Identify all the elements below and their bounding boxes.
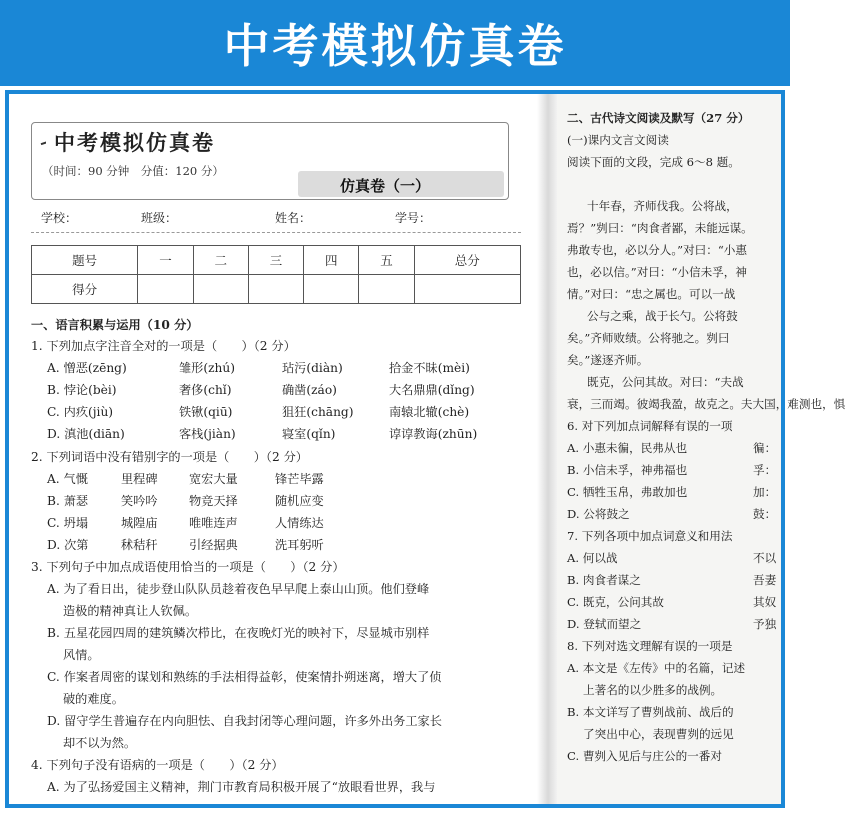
passage-line: 衰，三而竭。彼竭我盈，故克之。夫大国，难测也，惧 (567, 397, 845, 411)
table-cell: 五 (359, 246, 414, 275)
q3-line: 破的难度。 (63, 692, 124, 706)
q2-option: 随机应变 (275, 494, 324, 508)
q6-stem: 6. 对下列加点词解释有误的一项 (567, 419, 733, 433)
q1-option: 玷污(diàn) (282, 361, 343, 375)
passage-line: 也，必以信。”对曰：“小信未孚，神 (567, 265, 747, 279)
passage-line: 矣。”遂逐齐师。 (567, 353, 649, 367)
q2-option: 唯唯连声 (189, 516, 238, 530)
q1-option: 铁锹(qiū) (179, 405, 233, 419)
student-info-row (41, 209, 521, 229)
q3-line: D. 留守学生普遍存在内向胆怯、自我封闭等心理问题，许多外出务工家长 (47, 714, 442, 728)
q2-option: 宽宏大量 (189, 472, 238, 486)
q1-option: C. 内疚(jiù) (47, 405, 114, 419)
q3-line: A. 为了看日出，徒步登山队队员趁着夜色早早爬上泰山山顶。他们登峰 (47, 582, 430, 596)
q1-option: 大名鼎鼎(dǐng) (389, 383, 475, 397)
name-label: 姓名： (275, 211, 312, 225)
table-cell: 总分 (414, 246, 520, 275)
q6-option-gloss: 徧： (753, 441, 777, 455)
table-cell[interactable] (304, 275, 359, 304)
q8-line: 了突出中心，表现曹刿的远见 (583, 727, 734, 741)
table-cell: 二 (193, 246, 248, 275)
reading-instruction: 阅读下面的文段，完成 6～8 题。 (567, 155, 740, 169)
q3-line: C. 作案者周密的谋划和熟练的手法相得益彰，使案情扑朔迷离，增大了侦 (47, 670, 442, 684)
q6-option-gloss: 鼓： (753, 507, 777, 521)
table-cell[interactable] (248, 275, 303, 304)
table-cell: 一 (138, 246, 193, 275)
q8-line: B. 本文详写了曹刿战前、战后的 (567, 705, 734, 719)
q1-stem: 1. 下列加点字注音全对的一项是（ ）（2 分） (31, 339, 296, 353)
score-table (31, 245, 521, 304)
q1-option: 寝室(qǐn) (282, 427, 336, 441)
q2-option: D. 次第 (47, 538, 89, 552)
left-page (9, 94, 539, 804)
q1-option: 奢侈(chǐ) (179, 383, 232, 397)
right-page (557, 94, 845, 804)
q1-option: 狙狂(chāng) (282, 405, 354, 419)
subsection-heading: (一)课内文言文阅读 (567, 133, 669, 147)
q1-option: B. 悖论(bèi) (47, 383, 117, 397)
passage-line: 情。”对曰：“忠之属也。可以一战 (567, 287, 736, 301)
q7-option-compare: 不以 (753, 551, 777, 565)
score-table-row (32, 246, 521, 275)
info-divider (31, 232, 521, 233)
exam-header-box (31, 122, 509, 200)
exam-subtitle-box (298, 171, 504, 197)
q2-option: 洗耳躬听 (275, 538, 324, 552)
banner-title: 中考模拟仿真卷 (223, 19, 567, 73)
q1-option: 谆谆教诲(zhūn) (389, 427, 478, 441)
passage-line: 十年春，齐师伐我。公将战， (587, 199, 738, 213)
q7-option: C. 既克，公问其故 (567, 595, 664, 609)
q6-option-gloss: 加： (753, 485, 777, 499)
q6-option: D. 公将鼓之 (567, 507, 630, 521)
q4-option: A. 为了弘扬爱国主义精神，荆门市教育局积极开展了“放眼看世界，我与 (47, 780, 436, 794)
q2-option: 引经据典 (189, 538, 238, 552)
q2-option: 笑吟吟 (121, 494, 158, 508)
exam-subtitle: 仿真卷（一） (340, 177, 431, 195)
q3-stem: 3. 下列句子中加点成语使用恰当的一项是（ ）（2 分） (31, 560, 345, 574)
table-cell: 题号 (32, 246, 138, 275)
passage-line: 公与之乘，战于长勺。公将鼓 (587, 309, 738, 323)
passage-line: 既克，公问其故。对曰：“夫战 (587, 375, 744, 389)
passage-line: 焉？”刿曰：“肉食者鄙，未能远谋。 (567, 221, 753, 235)
table-cell[interactable] (193, 275, 248, 304)
book-spine-shadow (537, 94, 557, 804)
q3-line: 造极的精神真让人钦佩。 (63, 604, 198, 618)
number-label: 学号： (395, 211, 432, 225)
table-cell: 得分 (32, 275, 138, 304)
q2-option: 人情练达 (275, 516, 324, 530)
exam-header-title: 中考模拟仿真卷 (46, 127, 223, 157)
table-cell[interactable] (414, 275, 520, 304)
q7-option: D. 登轼而望之 (567, 617, 642, 631)
q2-stem: 2. 下列词语中没有错别字的一项是（ ）（2 分） (31, 450, 308, 464)
q2-option: 物竞天择 (189, 494, 238, 508)
q8-line: A. 本文是《左传》中的名篇，记述 (567, 661, 746, 675)
q2-option: B. 萧瑟 (47, 494, 89, 508)
q1-option: A. 憎恶(zēng) (47, 361, 127, 375)
q3-line: 风情。 (63, 648, 100, 662)
q1-option: 确凿(záo) (282, 383, 337, 397)
q6-option: A. 小惠未徧，民弗从也 (567, 441, 688, 455)
exam-meta: （时间：90 分钟 分值：120 分） (42, 164, 224, 178)
q4-stem: 4. 下列句子没有语病的一项是（ ）（2 分） (31, 758, 284, 772)
school-label: 学校： (41, 211, 78, 225)
q7-option-compare: 其奴 (753, 595, 777, 609)
document-photo-frame (5, 90, 845, 808)
passage-line: 弗敢专也，必以分人。”对曰：“小惠 (567, 243, 747, 257)
table-cell[interactable] (138, 275, 193, 304)
table-cell: 四 (304, 246, 359, 275)
q3-line: 却不以为然。 (63, 736, 137, 750)
q7-option: B. 肉食者谋之 (567, 573, 641, 587)
q2-option: 锋芒毕露 (275, 472, 324, 486)
q2-option: C. 坍塌 (47, 516, 89, 530)
table-cell[interactable] (359, 275, 414, 304)
q2-option: A. 气慨 (47, 472, 88, 486)
class-label: 班级： (141, 211, 178, 225)
banner (0, 0, 790, 86)
q7-stem: 7. 下列各项中加点词意义和用法 (567, 529, 733, 543)
q3-line: B. 五星花园四周的建筑鳞次栉比，在夜晚灯光的映衬下，尽显城市别样 (47, 626, 430, 640)
q7-option-compare: 予独 (753, 617, 777, 631)
q8-stem: 8. 下列对选文理解有误的一项是 (567, 639, 733, 653)
q1-option: 客栈(jiàn) (179, 427, 236, 441)
q2-option: 里程碑 (121, 472, 158, 486)
score-table-row (32, 275, 521, 304)
q6-option: B. 小信未孚，神弗福也 (567, 463, 688, 477)
q1-option: 雏形(zhú) (179, 361, 236, 375)
q2-option: 城隍庙 (121, 516, 158, 530)
q7-option: A. 何以战 (567, 551, 618, 565)
passage-line: 矣。”齐师败绩。公将驰之。刿曰 (567, 331, 730, 345)
q2-option: 秫秸秆 (121, 538, 158, 552)
section2-heading: 二、古代诗文阅读及默写（27 分） (567, 111, 750, 125)
q8-line: 上著名的以少胜多的战例。 (583, 683, 723, 697)
q6-option: C. 牺牲玉帛，弗敢加也 (567, 485, 688, 499)
section1-heading: 一、语言积累与运用（10 分） (31, 318, 199, 332)
q1-option: 南辕北辙(chè) (389, 405, 470, 419)
q1-option: D. 滇池(diān) (47, 427, 125, 441)
q1-option: 拾金不昧(mèi) (389, 361, 470, 375)
table-cell: 三 (248, 246, 303, 275)
q6-option-gloss: 孚： (753, 463, 777, 477)
q7-option-compare: 吾妻 (753, 573, 777, 587)
q8-line: C. 曹刿入见后与庄公的一番对 (567, 749, 722, 763)
